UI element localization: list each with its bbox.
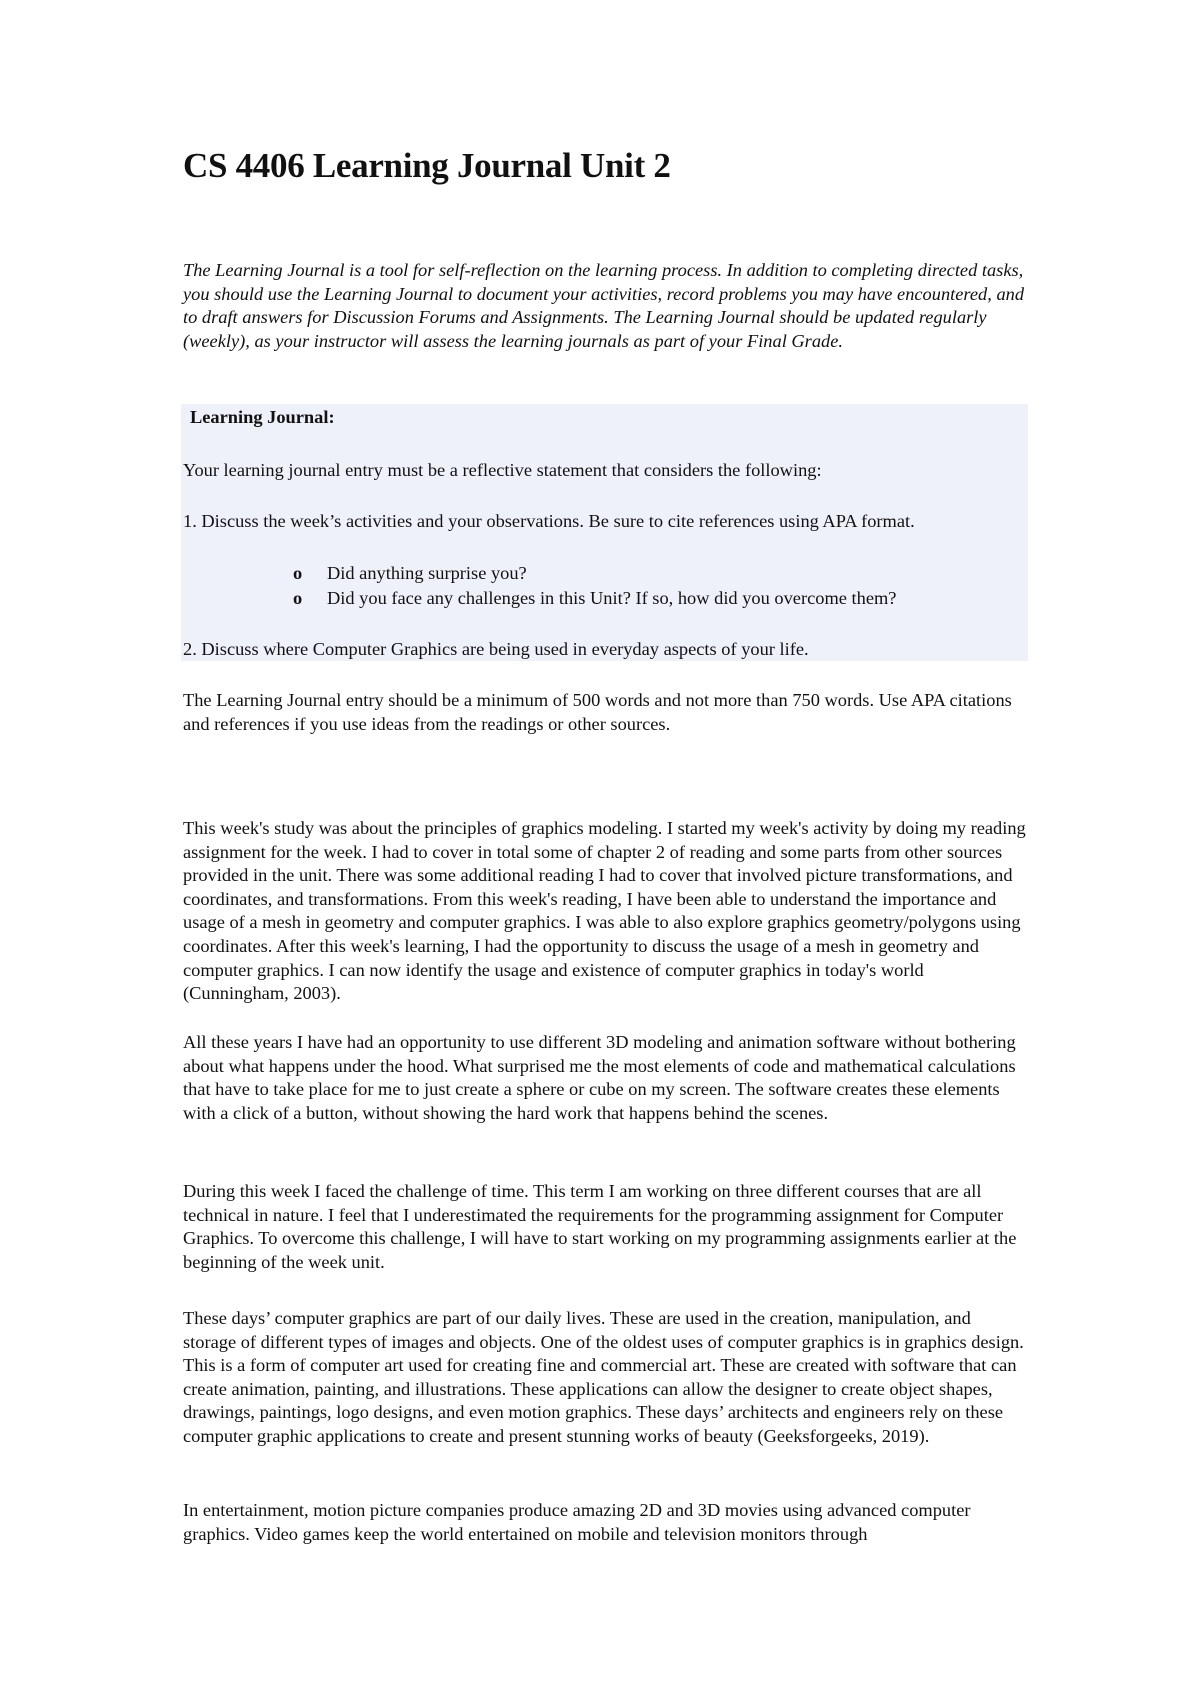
learning-journal-item-1: 1. Discuss the week’s activities and your observations. Be sure to cite references using APA format. xyxy=(183,511,915,531)
bullet-text: Did you face any challenges in this Unit? If so, how did you overcome them? xyxy=(327,588,897,608)
learning-journal-bullet-2 xyxy=(293,586,896,610)
body-paragraph: This week's study was about the principles of graphics modeling. I started my week's activity by doing my reading assignment for the week. I had to cover in total some of chapter 2 of reading and some parts from other sources provided in the unit. There was some additional reading I had to cover that involved picture transformations, and coordinates, and transformations. From this week's reading, I have been able to understand the importance and usage of a mesh in geometry and computer graphics. I was able to also explore graphics geometry/polygons using coordinates. After this week's learning, I had the opportunity to discuss the usage of a mesh in geometry and computer graphics. I can now identify the usage and existence of computer graphics in today's world (Cunningham, 2003). xyxy=(183,818,1026,1004)
bullet-marker: o xyxy=(293,588,303,608)
learning-journal-bullet-1 xyxy=(293,561,527,585)
requirements-paragraph: The Learning Journal entry should be a minimum of 500 words and not more than 750 words. Use APA citations and references if you use ideas from the readings or other sources. xyxy=(183,690,1012,734)
body-paragraph: During this week I faced the challenge of time. This term I am working on three different courses that are all technical in nature. I feel that I underestimated the requirements for the programming assignment for Computer Graphics. To overcome this challenge, I will have to start working on my programming assignments earlier at the beginning of the week unit. xyxy=(183,1181,1017,1272)
body-paragraph: In entertainment, motion picture companies produce amazing 2D and 3D movies using advanced computer graphics. Video games keep the world entertained on mobile and television monitors through xyxy=(183,1500,971,1544)
bullet-marker: o xyxy=(293,563,303,583)
body-paragraph: All these years I have had an opportunity to use different 3D modeling and animation software without bothering about what happens under the hood. What surprised me the most elements of code and mathematical calculations that have to take place for me to just create a sphere or cube on my screen. The software creates these elements with a click of a button, without showing the hard work that happens behind the scenes. xyxy=(183,1032,1016,1123)
learning-journal-heading: Learning Journal: xyxy=(190,407,335,427)
body-paragraph: These days’ computer graphics are part of our daily lives. These are used in the creation, manipulation, and storage of different types of images and objects. One of the oldest uses of computer graphics is in graphics design. This is a form of computer art used for creating fine and commercial art. These are created with software that can create animation, painting, and illustrations. These applications can allow the designer to create object shapes, drawings, paintings, logo designs, and even motion graphics. These days’ architects and engineers rely on these computer graphic applications to create and present stunning works of beauty (Geeksforgeeks, 2019). xyxy=(183,1308,1024,1446)
intro-paragraph: The Learning Journal is a tool for self-reflection on the learning process. In addition to completing directed tasks, you should use the Learning Journal to document your activities, record problems you may have encountered, and to draft answers for Discussion Forums and Assignments. The Learning Journal should be updated regularly (weekly), as your instructor will assess the learning journals as part of your Final Grade. xyxy=(183,260,1025,351)
document-title: CS 4406 Learning Journal Unit 2 xyxy=(183,146,671,185)
bullet-text: Did anything surprise you? xyxy=(327,563,527,583)
learning-journal-item-2: 2. Discuss where Computer Graphics are being used in everyday aspects of your life. xyxy=(183,639,809,659)
learning-journal-prompt: Your learning journal entry must be a reflective statement that considers the following: xyxy=(183,460,822,480)
